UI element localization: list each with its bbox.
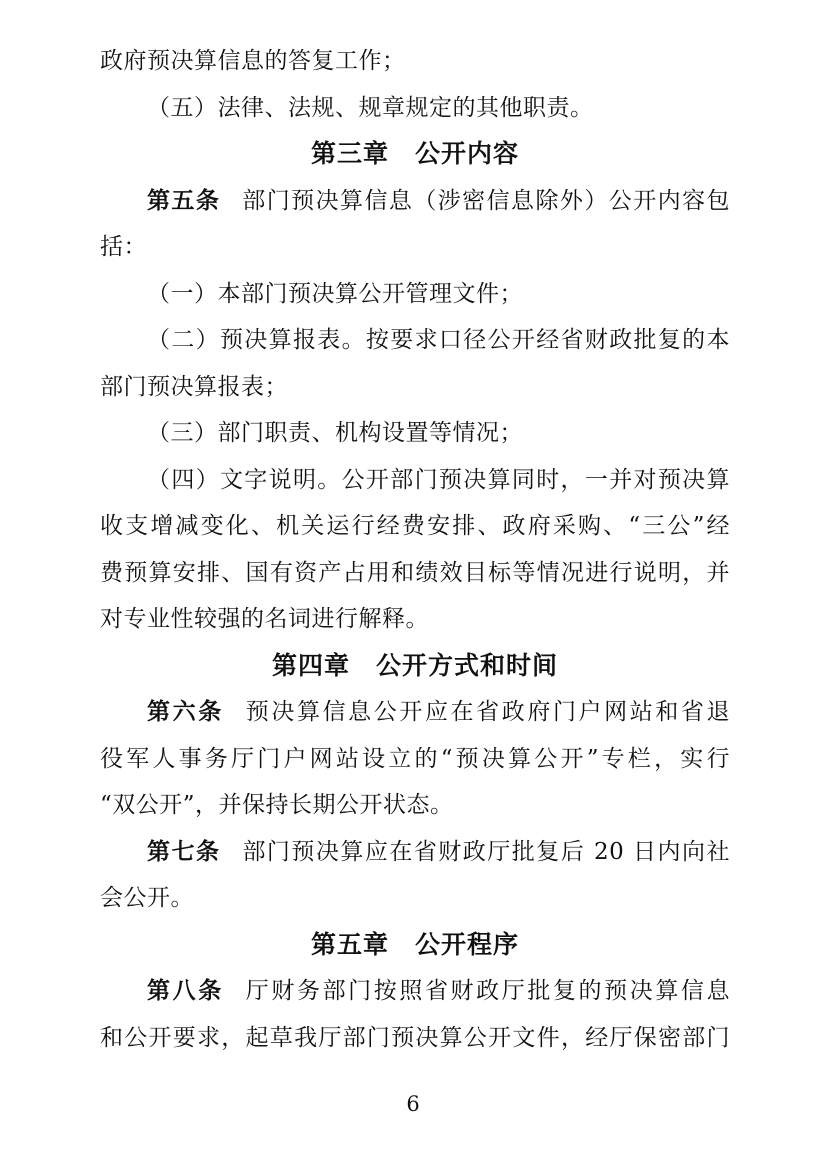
article-number: 第五条 xyxy=(147,186,221,214)
document-body xyxy=(100,38,730,1061)
body-line: 役军人事务厅门户网站设立的“预决算公开”专栏，实行 xyxy=(100,745,730,772)
article-number: 第六条 xyxy=(147,698,224,725)
chapter-heading-3: 第三章 公开内容 xyxy=(310,139,519,168)
article-number: 第八条 xyxy=(147,977,224,1004)
body-line: 会公开。 xyxy=(100,885,194,911)
body-line xyxy=(100,829,730,876)
article-number: 第七条 xyxy=(147,837,221,865)
body-line: “双公开”，并保持长期公开状态。 xyxy=(100,792,454,818)
body-line: （三）部门职责、机构设置等情况； xyxy=(147,420,523,446)
body-line: （二）预决算报表。按要求口径公开经省财政批复的本 xyxy=(147,327,730,353)
body-line: 政府预决算信息的答复工作； xyxy=(100,48,406,74)
body-line: 收支增减变化、机关运行经费安排、政府采购、“三公”经 xyxy=(100,513,730,539)
body-text: 部门预决算应在省财政厅批复后 20 日内向社 xyxy=(242,838,730,865)
body-line: 费预算安排、国有资产占用和绩效目标等情况进行说明，并 xyxy=(100,559,730,586)
body-line: （一）本部门预决算公开管理文件； xyxy=(147,280,523,307)
body-text: 部门预决算信息（涉密信息除外）公开内容包 xyxy=(242,187,730,214)
body-line: 对专业性较强的名词进行解释。 xyxy=(100,606,429,632)
body-text: 厅财务部门按照省财政厅批复的预决算信息 xyxy=(245,978,730,1004)
body-line xyxy=(100,178,730,225)
page-number: 6 xyxy=(406,1092,420,1116)
chapter-heading-4: 第四章 公开方式和时间 xyxy=(271,650,558,680)
chapter-heading-5: 第五章 公开程序 xyxy=(310,929,519,959)
body-line xyxy=(100,968,730,1015)
body-line xyxy=(100,689,730,736)
body-line: 括： xyxy=(100,234,147,260)
body-text: 预决算信息公开应在省政府门户网站和省退 xyxy=(245,699,730,725)
body-line: （五）法律、法规、规章规定的其他职责。 xyxy=(147,94,594,121)
body-line: 和公开要求，起草我厅部门预决算公开文件，经厅保密部门 xyxy=(100,1024,730,1051)
body-line: 部门预决算报表； xyxy=(100,373,288,400)
body-line: （四）文字说明。公开部门预决算同时，一并对预决算 xyxy=(147,466,730,493)
